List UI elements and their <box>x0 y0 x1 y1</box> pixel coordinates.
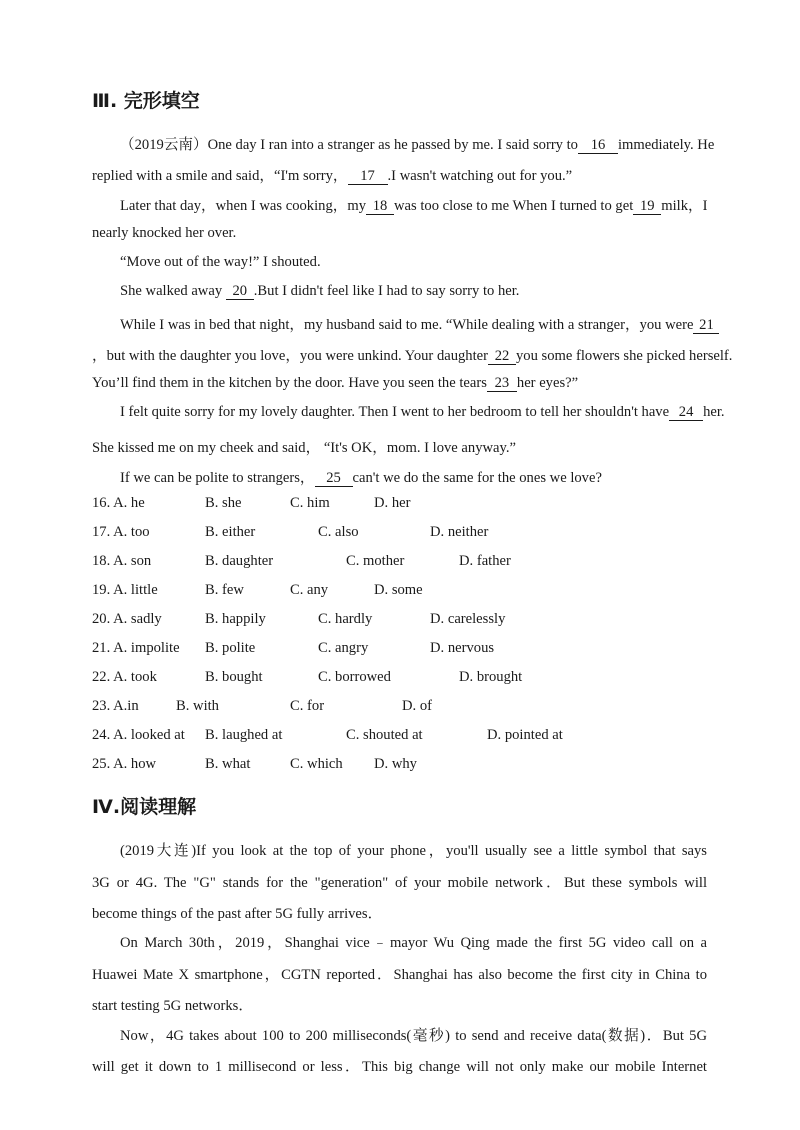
passage-text: While I was in bed that night，my husband said to me. “While dealing with a stranger，you were <box>120 317 694 333</box>
question-option-a: 18. A. son <box>92 553 152 569</box>
blank-17: 17 <box>348 169 388 185</box>
question-option-a: 20. A. sadly <box>92 611 162 627</box>
passage-text: her. <box>703 404 725 420</box>
blank-18: 18 <box>366 199 394 215</box>
passage-text: （2019云南）One day I ran into a stranger as he passed by me. I said sorry to <box>120 137 578 153</box>
passage-text: was too close to me When I turned to get <box>394 198 634 214</box>
passage-text: I felt quite sorry for my lovely daughter. Then I went to her bedroom to tell her shouldn't have <box>120 404 670 420</box>
section-4-title: Ⅳ.阅读理解 <box>92 796 197 818</box>
passage-line: “Move out of the way!” I shouted. <box>120 254 321 270</box>
passage-text: ，but with the daughter you love，you were unkind. Your daughter <box>92 348 488 364</box>
question-option-d: D. some <box>374 582 423 598</box>
question-option-c: C. shouted at <box>346 727 423 743</box>
question-option-b: B. she <box>205 495 242 511</box>
passage-text: .I wasn't watching out for you.” <box>387 168 573 184</box>
passage-text: If we can be polite to strangers， <box>120 470 315 486</box>
question-option-b: B. daughter <box>205 553 274 569</box>
passage-text: You’ll find them in the kitchen by the door. Have you seen the tears <box>92 375 487 391</box>
blank-21: 21 <box>693 318 719 334</box>
question-option-c: C. which <box>290 756 343 772</box>
passage-line <box>92 375 578 392</box>
section-3-title: Ⅲ. 完形填空 <box>92 90 200 112</box>
question-option-a: 24. A. looked at <box>92 727 185 743</box>
question-option-b: B. laughed at <box>205 727 283 743</box>
question-option-d: D. pointed at <box>487 727 563 743</box>
reading-line: Huawei Mate X smartphone，CGTN reported．Shanghai has also become the first city in China to <box>92 967 707 983</box>
reading-line: (2019大连)If you look at the top of your phone，you'll usually see a little symbol that says <box>120 843 707 859</box>
question-option-b: B. with <box>176 698 219 714</box>
blank-23: 23 <box>487 376 517 392</box>
passage-text: replied with a smile and said，“I'm sorry， <box>92 168 348 184</box>
passage-text: can't we do the same for the ones we love? <box>352 470 602 486</box>
passage-line <box>120 133 714 154</box>
question-option-a: 25. A. how <box>92 756 157 772</box>
question-option-c: C. hardly <box>318 611 373 627</box>
blank-19: 19 <box>633 199 661 215</box>
question-option-d: D. carelessly <box>430 611 506 627</box>
reading-line: 3G or 4G. The "G" stands for the "generation" of your mobile network．But these symbols will <box>92 875 707 891</box>
passage-line <box>120 404 725 421</box>
question-option-d: D. why <box>374 756 417 772</box>
question-option-c: C. any <box>290 582 329 598</box>
passage-line <box>92 344 732 365</box>
blank-24: 24 <box>669 405 703 421</box>
reading-line: Now，4G takes about 100 to 200 milliseconds(毫秒) to send and receive data(数据)．But 5G <box>120 1028 707 1044</box>
question-option-c: C. borrowed <box>318 669 391 685</box>
question-option-b: B. polite <box>205 640 256 656</box>
passage-text: She walked away <box>120 283 223 299</box>
question-option-d: D. of <box>402 698 432 714</box>
passage-text: her eyes?” <box>516 375 579 391</box>
passage-text: Later that day，when I was cooking，my <box>120 198 366 214</box>
reading-line: On March 30th，2019，Shanghai vice﹣mayor Wu Qing made the first 5G video call on a <box>120 935 707 951</box>
passage-text: milk，I <box>661 198 708 214</box>
passage-line: nearly knocked her over. <box>92 225 237 241</box>
question-option-a: 16. A. he <box>92 495 145 511</box>
question-option-d: D. neither <box>430 524 489 540</box>
question-option-b: B. few <box>205 582 244 598</box>
reading-line: become things of the past after 5G fully arrives． <box>92 906 383 922</box>
passage-text: immediately. He <box>617 137 715 153</box>
question-option-d: D. father <box>459 553 511 569</box>
reading-line: will get it down to 1 millisecond or less．This big change will not only make our mobile Internet <box>92 1059 707 1075</box>
question-option-c: C. him <box>290 495 330 511</box>
blank-16: 16 <box>578 138 618 154</box>
question-option-b: B. happily <box>205 611 266 627</box>
question-option-b: B. bought <box>205 669 263 685</box>
blank-22: 22 <box>488 349 516 365</box>
passage-line <box>120 313 719 334</box>
question-option-a: 21. A. impolite <box>92 640 180 656</box>
passage-text: you some flowers she picked herself. <box>516 348 733 364</box>
passage-line <box>120 283 519 300</box>
question-option-a: 22. A. took <box>92 669 157 685</box>
passage-line <box>120 194 707 215</box>
reading-line: start testing 5G networks． <box>92 998 253 1014</box>
passage-line <box>120 466 602 487</box>
question-option-a: 23. A.in <box>92 698 139 714</box>
question-option-c: C. for <box>290 698 325 714</box>
question-option-b: B. what <box>205 756 251 772</box>
question-option-d: D. her <box>374 495 411 511</box>
question-option-a: 19. A. little <box>92 582 158 598</box>
passage-line: She kissed me on my cheek and said， “It's OK，mom. I love anyway.” <box>92 440 516 456</box>
question-option-c: C. mother <box>346 553 405 569</box>
question-option-c: C. angry <box>318 640 369 656</box>
question-option-c: C. also <box>318 524 359 540</box>
blank-25: 25 <box>315 471 353 487</box>
passage-line <box>92 164 572 185</box>
question-option-a: 17. A. too <box>92 524 150 540</box>
question-option-d: D. brought <box>459 669 523 685</box>
question-option-b: B. either <box>205 524 256 540</box>
blank-20: 20 <box>226 284 254 300</box>
question-option-d: D. nervous <box>430 640 495 656</box>
passage-text: .But I didn't feel like I had to say sorry to her. <box>253 283 520 299</box>
